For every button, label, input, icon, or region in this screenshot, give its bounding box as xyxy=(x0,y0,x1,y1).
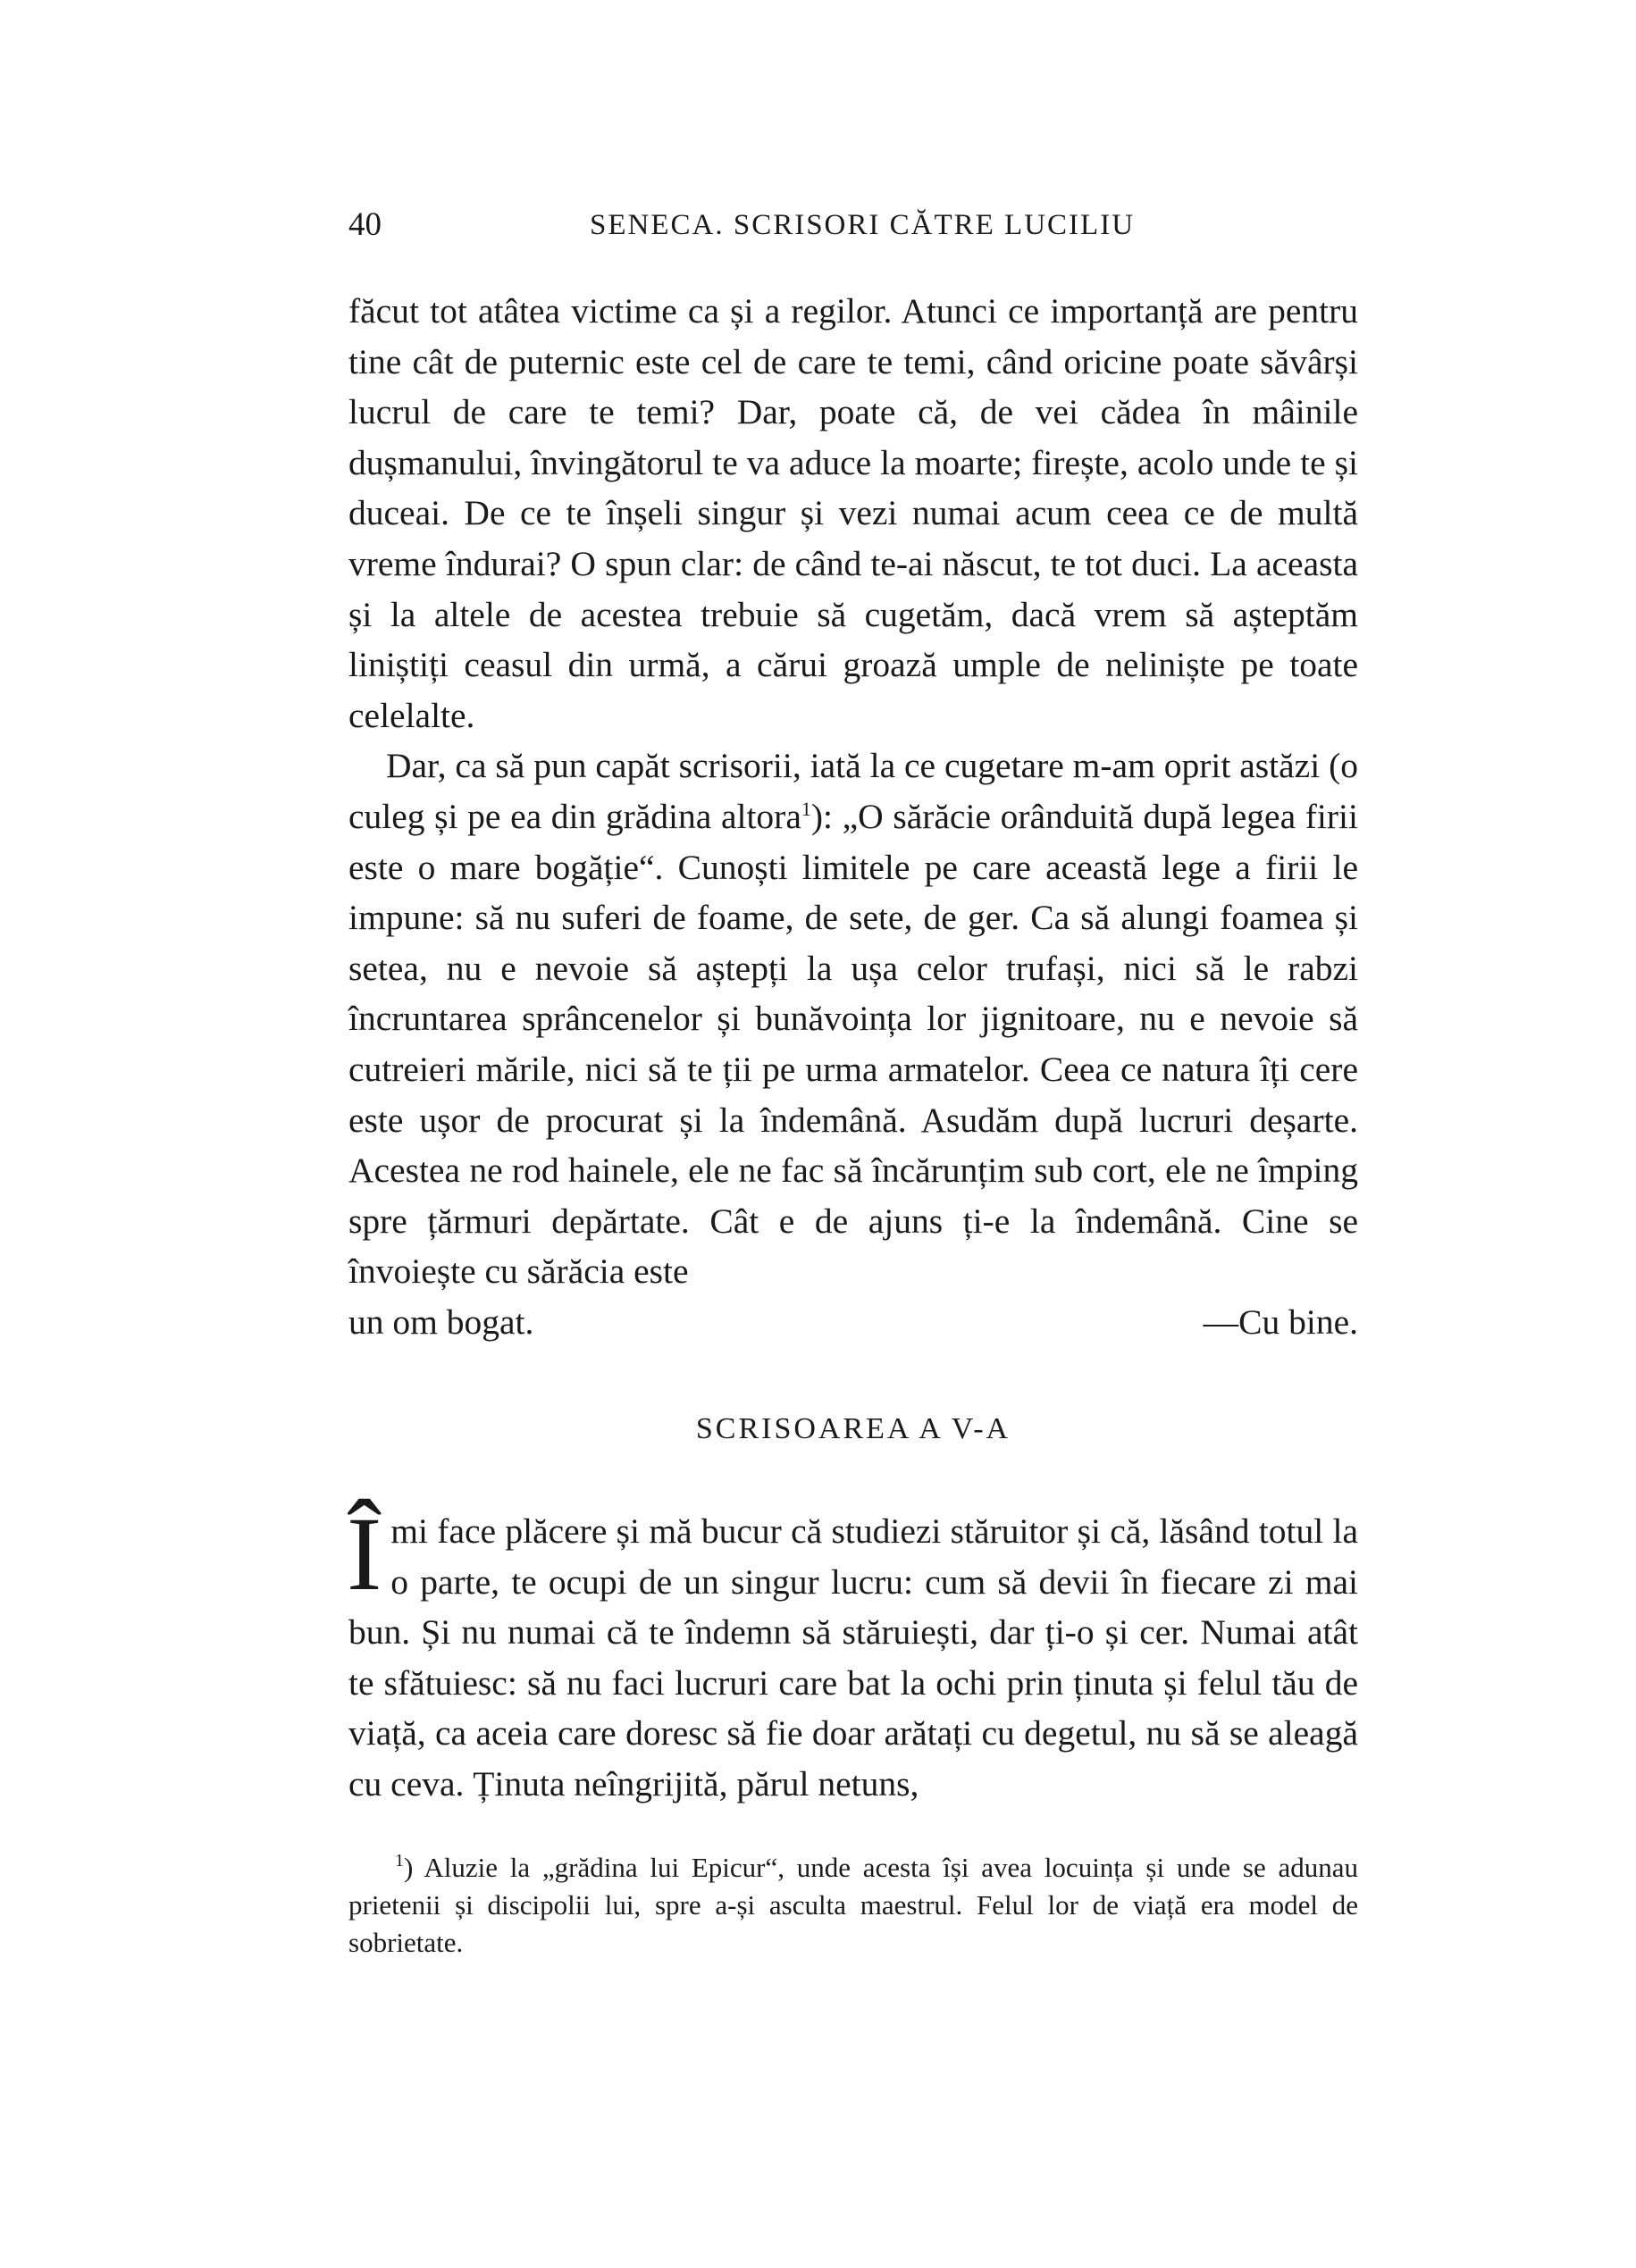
letter-body: mi face plăcere și mă bucur că studiezi stăruitor și că, lăsând totul la o parte, te ocupi de un singur lucru: cum să devii în fiecare zi mai bun. Și nu numai că te îndemn să stăruiești, dar ți-o și cer. Numai atât te sfătuiesc: să nu faci lucruri care bat la ochi prin ținuta și felul tău de viață, ca aceia care doresc să fie doar arătați cu degetul, nu să se aleagă cu ceva. Ținuta neîngrijită, părul netuns, xyxy=(348,1511,1358,1804)
paragraph-2 xyxy=(348,741,1358,1297)
section-title: SCRISOAREA A V-A xyxy=(695,1412,1011,1445)
footnote-paren: ) xyxy=(404,1852,414,1883)
closing-line xyxy=(348,1297,1358,1348)
running-head xyxy=(348,198,1358,252)
paragraph-2-part-2: ): „O sărăcie orânduită după legea firii este o mare bogăție“. Cunoști limitele pe care această lege a firii le impune: să nu suferi de foame, de sete, de ger. Ca să alungi foamea și setea, nu e nevoie să aștepți la ușa celor trufași, nici să le rabzi încruntarea sprâncenelor și bunăvoința lor jignitoare, nu e nevoie să cutreieri mările, nici să te ții pe urma armatelor. Ceea ce natura îți cere este ușor de procurat și la îndemână. Asudăm după lucruri deșarte. Acestea ne rod hainele, ele ne fac să încărunțim sub cort, ele ne împing spre țărmuri depărtate. Cât e de ajuns ți-e la îndemână. Cine se învoiește cu sărăcia este xyxy=(348,796,1358,1292)
closing-valediction: —Cu bine. xyxy=(1203,1301,1358,1342)
letter-text xyxy=(347,1495,1358,1810)
closing-left: un om bogat. xyxy=(348,1301,534,1342)
page-number: 40 xyxy=(348,206,382,243)
footnote-marker: 1 xyxy=(395,1851,404,1870)
paragraph-1: făcut tot atâtea victime ca și a regilor. Atunci ce importanță are pentru tine cât de puternic este cel de care te temi, când oricine poate săvârși lucrul de care te temi? Dar, poate că, de vei cădea în mâinile dușmanului, învingătorul te va aduce la moarte; firește, acolo unde te și duceai. De ce te înșeli singur și vezi numai acum ceea ce de multă vreme îndurai? O spun clar: de când te-ai născut, te tot duci. La aceasta și la altele de acestea trebuie să cugetăm, dacă vrem să așteptăm liniștiți ceasul din urmă, a cărui groază umple de neliniște pe toate celelalte. xyxy=(348,291,1358,735)
footnote-reference: 1 xyxy=(801,797,811,820)
paragraph-2-part-1: Dar, ca să pun capăt scrisorii, iată la ce cugetare m-am oprit astăzi (o culeg și pe ea din grădina altora xyxy=(348,746,1358,836)
book-page xyxy=(348,0,1358,2268)
running-title: SENECA. SCRISORI CĂTRE LUCILIU xyxy=(590,209,1136,241)
footnote xyxy=(348,1849,1358,1962)
footnote-text: Aluzie la „grădina lui Epicur“, unde acesta își avea locuința și unde se adunau prietenii și discipolii lui, spre a-și asculta maestrul. Felul lor de viață era model de sobrietate. xyxy=(348,1852,1358,1958)
drop-cap: Î xyxy=(347,1495,382,1612)
body-text xyxy=(348,286,1358,1347)
